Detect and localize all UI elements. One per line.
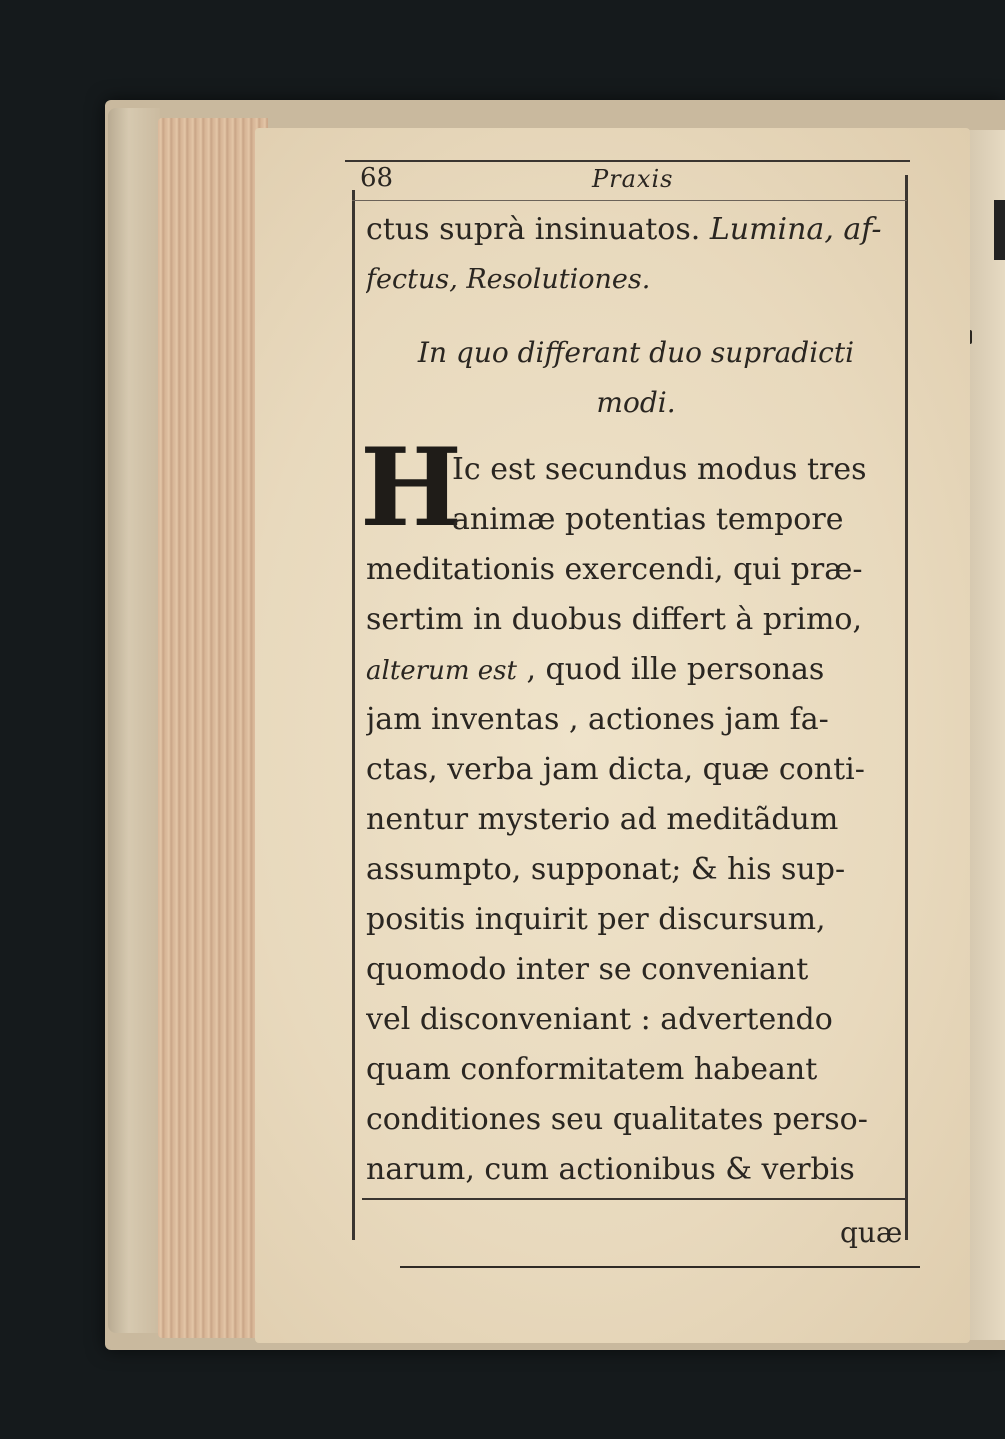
body-line-15: narum, cum actionibus & verbis [366, 1152, 855, 1187]
intro-line-2: fectus, Resolutiones. [366, 264, 651, 295]
page-number: 68 [360, 163, 394, 193]
header-rule [352, 200, 907, 201]
section-heading-line-2: modi. [596, 386, 676, 419]
text-frame-bottom-rule [362, 1198, 907, 1200]
body-line-10: positis inquirit per discursum, [366, 902, 826, 937]
body-line-11: quomodo inter se conveniant [366, 952, 809, 987]
intro-line-1: ctus suprà insinuatos. Lumina, af- [366, 212, 882, 247]
book-spine-edge [108, 108, 160, 1333]
body-line-7: ctas, verba jam dicta, quæ conti- [366, 752, 865, 787]
footer-rule [400, 1266, 920, 1268]
body-line-9: assumpto, supponat; & his sup- [366, 852, 846, 887]
running-head: Praxis [592, 165, 674, 193]
body-line-1: Ic est secundus modus tres [452, 452, 867, 487]
body-line-13: quam conformitatem habeant [366, 1052, 818, 1087]
body-line-14: conditiones seu qualitates perso- [366, 1102, 868, 1137]
section-heading-line-1: In quo differant duo supradicti [417, 336, 855, 369]
text-frame-left-rule [352, 190, 355, 1240]
drop-cap: H [360, 425, 463, 551]
body-line-6: jam inventas , actiones jam fa- [366, 702, 829, 737]
page-header [360, 163, 905, 199]
body-line-12: vel disconveniant : advertendo [366, 1002, 833, 1037]
catchword: quæ [840, 1216, 903, 1249]
page-edges [158, 118, 268, 1338]
body-line-3: meditationis exercendi, qui præ- [366, 552, 863, 587]
body-line-5: alterum est , quod ille personas [366, 652, 825, 687]
body-line-8: nentur mysterio ad meditãdum [366, 802, 839, 837]
facing-page-letter-fragment [994, 200, 1005, 260]
body-line-2: animæ potentias tempore [452, 502, 844, 537]
body-line-4: sertim in duobus differt à primo, [366, 602, 863, 637]
